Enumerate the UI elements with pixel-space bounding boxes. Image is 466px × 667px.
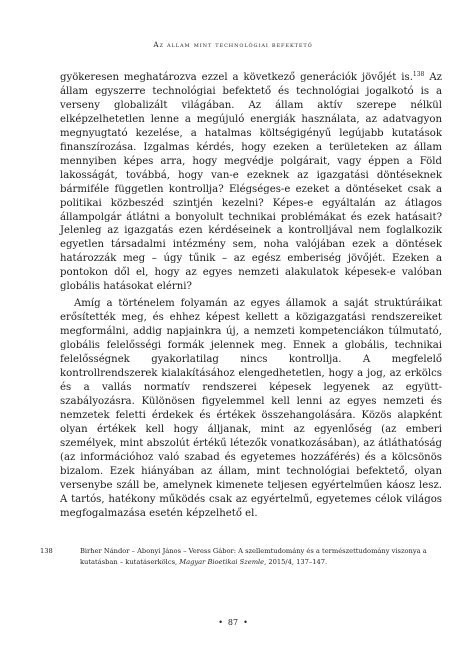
footnote-citation-b: , 2015/4, 137–147. — [264, 557, 328, 566]
footnote — [40, 546, 442, 567]
paragraph-2: Amíg a történelem folyamán az egyes államok a saját struktúráikat erősítették meg, és ehhez képest kellett a közigazgatási rendszereiket megformálni, addig napjainkra új, a nemzeti kompetenciákon túlmutató, globális felelősségi formák jelennek meg. Ennek a globális, technikai felelősségnek gyakorlatilag nincs kontrollja. A megfelelő kontrollrendszerek kialakításához elengedhetetlen, hogy a jog, az erkölcs és a vallás normatív rendszerei képesek legyenek az együtt-szabályozásra. Különösen figyelemmel kell lenni az egyes nemzeti és nemzetek feletti érdekek és értékek összehangolására. Közös alapként olyan értékek kell hogy álljanak, mint az egyenlőség (az emberi személyek, mint abszolút értékű létezők vonatkozásában), az átláthatóság (az információhoz való szabad és egyetemes hozzáférés) és a kölcsönös bizalom. Ezek hiányában az állam, mint technológiai befektető, olyan versenybe száll be, amelynek kimenete teljesen egyértelműen káosz lesz. A tartós, hatékony működés csak az egyértelmű, egyetemes célok világos megfogalmazása esetén képzelhető el. — [60, 298, 442, 519]
running-header: Az állam mint technológiai befektető — [153, 40, 313, 49]
ornament-right: • — [243, 618, 248, 627]
footnote-citation-a: Birher Nándor – Abonyi János – Veress Gábor: A szellemtudomány és a természettudomány viszonya a kutatásban – kutatáserkölcs, — [80, 547, 427, 566]
ornament-left: • — [218, 618, 223, 627]
paragraph-1-rest: Az állam egyszerre technológiai befektető és technológiai jogalkotó is a verseny globalizált világában. Az állam aktív szerepe nélkül elképzelhetetlen lenne a megújuló energiák használata, az adatvagyon megnyugtató kezelése, a hatalmas költségigényű legújabb kutatások finanszírozása. Izgalmas kérdés, hogy ezeken a területeken az állam mennyiben képes arra, hogy megvédje polgárait, vagy éppen a Föld lakosságát, továbbá, hogy van-e ezeknek az igazgatási döntéseknek bármiféle független kontrollja? Elégséges-e ezeket a döntéseket csak a politikai közbeszéd szintjén kezelni? Képes-e egyáltalán az átlagos állampolgár átlátni a bonyolult technikai problémákat és ezek hatásait? Jelenleg az igazgatás ezen kérdéseinek a kontrolljával nem foglalkozik egyetlen társadalmi intézmény sem, noha valójában ezek a döntések határozzák meg – úgy tűnik – az egész emberiség jövőjét. Ezeken a pontokon dől el, hogy az egyes nemzeti alakulatok képesek-e valóban globális hatásokat elérni? — [60, 72, 442, 293]
footnote-reference[interactable]: 138 — [412, 71, 425, 78]
page-number — [0, 618, 466, 627]
footnote-number: 138 — [40, 547, 53, 555]
main-text — [60, 71, 442, 521]
paragraph-1-start: gyökeresen meghatározva ezzel a következő generációk jövőjét is. — [60, 72, 413, 83]
page-number-value: 87 — [227, 618, 239, 627]
paragraph-1 — [60, 71, 442, 294]
footnote-text — [40, 546, 442, 567]
footnote-journal: Magyar Bioetikai Szemle — [179, 557, 265, 566]
